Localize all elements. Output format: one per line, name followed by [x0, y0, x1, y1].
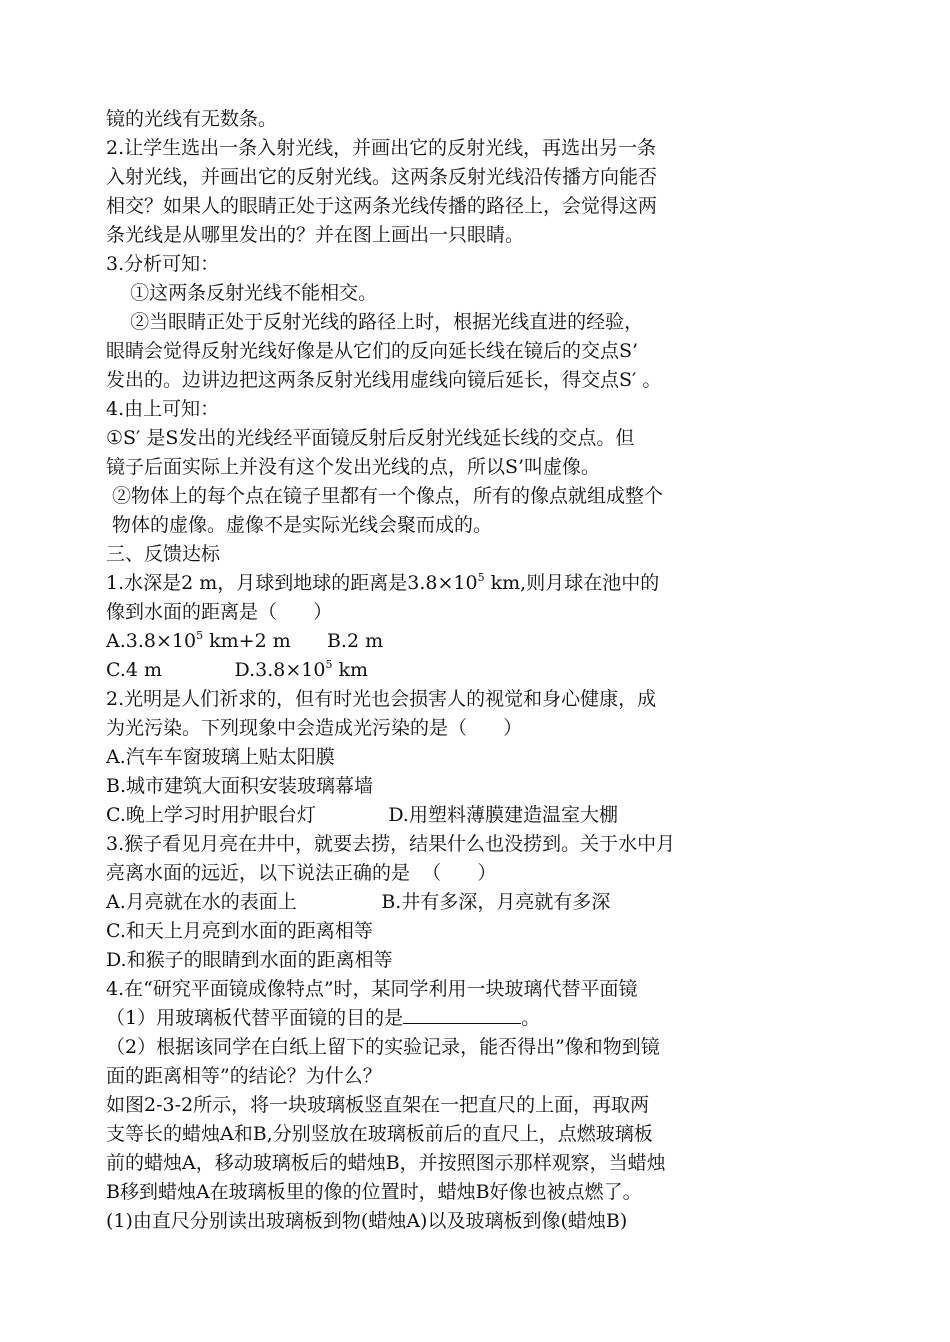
text-line: (1)由直尺分别读出玻璃板到物(蜡烛A)以及玻璃板到像(蜡烛B)	[106, 1210, 628, 1232]
text-line: D.和猴子的眼睛到水面的距离相等	[106, 949, 393, 971]
q4-sub1-text: （1）用玻璃板代替平面镜的目的是	[106, 1007, 404, 1029]
q1-stem-part: km,则月球在池中的	[484, 572, 660, 594]
text-line: A.月亮就在水的表面上 B.井有多深，月亮就有多深	[106, 891, 611, 913]
question-1-options-ab	[106, 627, 746, 656]
q1-stem-part: 1.水深是2 m，月球到地球的距离是3.8×10	[106, 572, 478, 594]
text-line: 相交？如果人的眼睛正处于这两条光线传播的路径上，会觉得这两	[106, 195, 658, 217]
text-line: 3.猴子看见月亮在井中，就要去捞，结果什么也没捞到。关于水中月	[106, 833, 676, 855]
text-line: 前的蜡烛A，移动玻璃板后的蜡烛B，并按照图示那样观察，当蜡烛	[106, 1152, 666, 1174]
text-line: 为光污染。下列现象中会造成光污染的是（ ）	[106, 717, 523, 739]
option-a: A.3.8×10	[106, 630, 197, 652]
text-line: 4.在“研究平面镜成像特点”时，某同学利用一块玻璃代替平面镜	[106, 978, 638, 1000]
exponent: 5	[477, 571, 485, 584]
text-line: ②当眼睛正处于反射光线的路径上时，根据光线直进的经验，	[106, 311, 644, 333]
exponent: 5	[325, 658, 333, 671]
text-line: 条光线是从哪里发出的？并在图上画出一只眼睛。	[106, 224, 525, 246]
text-line: 入射光线，并画出它的反射光线。这两条反射光线沿传播方向能否	[106, 166, 658, 188]
answer-blank	[403, 1005, 521, 1024]
text-line: 面的距离相等”的结论？为什么？	[106, 1065, 382, 1087]
text-line: ①这两条反射光线不能相交。	[106, 282, 378, 304]
text-line: ②物体上的每个点在镜子里都有一个像点，所有的像点就组成整个	[106, 485, 664, 507]
text-line: A.汽车车窗玻璃上贴太阳膜	[106, 746, 335, 768]
section-heading: 三、反馈达标	[106, 543, 221, 565]
option-c: C.4 m D.3.8×10	[106, 659, 326, 681]
text-line: 发出的。边讲边把这两条反射光线用虚线向镜后延长，得交点S′ 。	[106, 369, 662, 391]
text-line: （2）根据该同学在白纸上留下的实验记录，能否得出”像和物到镜	[106, 1036, 660, 1058]
question-1-stem-cont: 像到水面的距离是（ ）	[106, 601, 333, 623]
text-line: 镜子后面实际上并没有这个发出光线的点，所以S’叫虚像。	[106, 456, 601, 478]
text-line: 眼睛会觉得反射光线好像是从它们的反向延长线在镜后的交点S’	[106, 340, 639, 362]
question-1-options-cd	[106, 656, 746, 685]
text-line: 2.让学生选出一条入射光线，并画出它的反射光线，再选出另一条	[106, 137, 657, 159]
exponent: 5	[196, 629, 204, 642]
text-line: C.和天上月亮到水面的距离相等	[106, 920, 373, 942]
option-b: km+2 m B.2 m	[203, 630, 384, 652]
text-line: B.城市建筑大面积安装玻璃幕墙	[106, 775, 374, 797]
text-line: 如图2-3-2所示，将一块玻璃板竖直架在一把直尺的上面，再取两	[106, 1094, 650, 1116]
text-line: 2.光明是人们祈求的，但有时光也会损害人的视觉和身心健康，成	[106, 688, 657, 710]
text-line: 支等长的蜡烛A和B,分别竖放在玻璃板前后的直尺上，点燃玻璃板	[106, 1123, 653, 1145]
text-line: 物体的虚像。虚像不是实际光线会聚而成的。	[106, 514, 493, 536]
option-d: km	[332, 659, 369, 681]
text-line: B移到蜡烛A在玻璃板里的像的位置时，蜡烛B好像也被点燃了。	[106, 1181, 642, 1203]
text-line: ①S′ 是S发出的光线经平面镜反射后反射光线延长线的交点。但	[106, 427, 635, 449]
text-line: 亮离水面的远近，以下说法正确的是 （ ）	[106, 862, 497, 884]
question-4-sub-1	[106, 1004, 746, 1033]
text-line: 4.由上可知：	[106, 398, 220, 420]
document-body	[106, 105, 746, 1236]
text-line: C.晚上学习时用护眼台灯 D.用塑料薄膜建造温室大棚	[106, 804, 618, 826]
q4-sub1-end: 。	[521, 1007, 541, 1029]
question-1-stem	[106, 569, 746, 598]
text-line: 镜的光线有无数条。	[106, 108, 278, 130]
text-line: 3.分析可知：	[106, 253, 220, 275]
